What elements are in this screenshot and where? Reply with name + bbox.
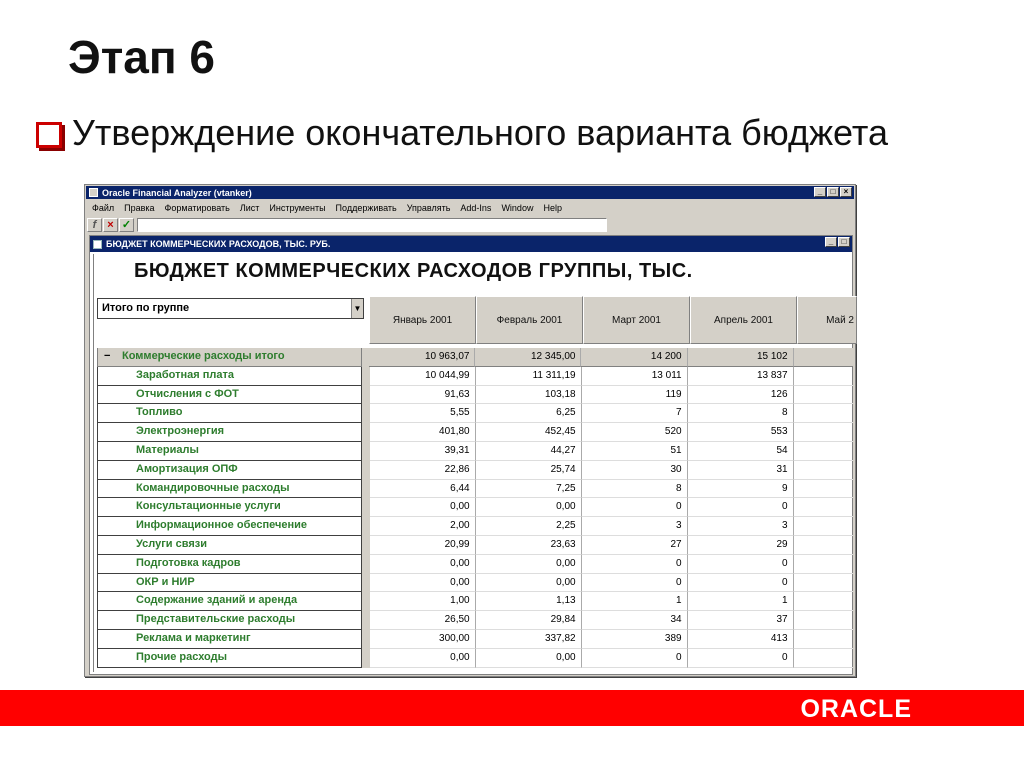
menubar [87, 200, 853, 215]
column-header[interactable]: Апрель 2001 [690, 296, 797, 344]
value-cell[interactable] [794, 592, 853, 611]
table-row[interactable] [97, 536, 853, 555]
app-icon [89, 188, 98, 197]
row-label-text: Содержание зданий и аренда [136, 594, 298, 607]
row-label[interactable] [97, 423, 362, 442]
value-cell[interactable]: 22,86 [370, 461, 476, 480]
column-separator [362, 592, 370, 611]
value-cell[interactable]: 0 [688, 498, 794, 517]
value-cell[interactable]: 126 [688, 386, 794, 405]
maximize-button[interactable]: □ [827, 187, 839, 197]
column-separator [362, 367, 370, 386]
value-cell[interactable]: 13 837 [688, 367, 794, 386]
row-label[interactable] [97, 442, 362, 461]
row-label-text: Консультационные услуги [136, 500, 281, 513]
value-cell[interactable]: 1,00 [370, 592, 476, 611]
value-cell[interactable]: 9 [688, 480, 794, 499]
row-label[interactable] [97, 480, 362, 499]
table-row[interactable] [97, 649, 853, 668]
row-label[interactable] [97, 498, 362, 517]
value-cell[interactable]: 0,00 [370, 649, 476, 668]
row-label[interactable] [97, 386, 362, 405]
row-label[interactable] [97, 555, 362, 574]
value-cell[interactable]: 91,63 [370, 386, 476, 405]
column-header[interactable]: Март 2001 [583, 296, 690, 344]
value-cell[interactable] [794, 367, 853, 386]
value-cell[interactable]: 7,25 [476, 480, 582, 499]
value-cell[interactable]: 337,82 [476, 630, 582, 649]
value-cell[interactable]: 0,00 [370, 555, 476, 574]
doc-titlebar[interactable] [90, 236, 852, 252]
doc-minimize-button[interactable]: _ [825, 237, 837, 247]
value-cell[interactable]: 11 311,19 [476, 367, 582, 386]
table-row[interactable] [97, 498, 853, 517]
value-cell[interactable]: 54 [688, 442, 794, 461]
value-cell[interactable]: 389 [582, 630, 688, 649]
slide-title: Этап 6 [68, 31, 215, 83]
value-cell[interactable]: 27 [582, 536, 688, 555]
menu-maintain[interactable]: Поддерживать [335, 202, 397, 213]
value-cell[interactable]: 3 [582, 517, 688, 536]
value-cell[interactable]: 0,00 [476, 498, 582, 517]
table-row[interactable] [97, 517, 853, 536]
value-cell[interactable]: 10 044,99 [370, 367, 476, 386]
table-row[interactable] [97, 404, 853, 423]
value-cell[interactable]: 0 [582, 555, 688, 574]
value-cell[interactable]: 0,00 [476, 649, 582, 668]
value-cell[interactable] [794, 630, 853, 649]
value-cell[interactable]: 6,25 [476, 404, 582, 423]
value-cell[interactable] [794, 348, 853, 367]
value-cell[interactable]: 0 [688, 649, 794, 668]
column-separator [362, 611, 370, 630]
value-cell[interactable]: 10 963,07 [369, 348, 475, 367]
row-label[interactable] [97, 611, 362, 630]
value-cell[interactable]: 8 [582, 480, 688, 499]
value-cell[interactable]: 20,99 [370, 536, 476, 555]
dropdown-value: Итого по группе [102, 302, 190, 314]
table-row[interactable] [97, 630, 853, 649]
row-label[interactable] [97, 592, 362, 611]
value-cell[interactable] [794, 461, 853, 480]
value-cell[interactable] [794, 442, 853, 461]
minimize-button[interactable]: _ [814, 187, 826, 197]
menu-file[interactable]: Файл [92, 202, 115, 213]
function-icon[interactable]: f [87, 218, 102, 232]
doc-body [93, 254, 854, 672]
value-cell[interactable]: 1 [582, 592, 688, 611]
value-cell[interactable]: 2,25 [476, 517, 582, 536]
value-cell[interactable]: 51 [582, 442, 688, 461]
toolbar [87, 216, 853, 233]
footer-bar [0, 690, 1024, 726]
bullet-row [36, 112, 888, 154]
column-separator [362, 442, 370, 461]
value-cell[interactable] [794, 555, 853, 574]
app-title: Oracle Financial Analyzer (vtanker) [102, 187, 252, 198]
row-label[interactable] [97, 536, 362, 555]
value-cell[interactable]: 0 [582, 498, 688, 517]
column-separator [362, 555, 370, 574]
column-separator [362, 423, 370, 442]
table-row[interactable] [97, 367, 853, 386]
value-cell[interactable] [794, 611, 853, 630]
group-dropdown[interactable] [97, 298, 364, 319]
value-cell[interactable]: 401,80 [370, 423, 476, 442]
value-cell[interactable]: 0,00 [476, 574, 582, 593]
value-cell[interactable]: 300,00 [370, 630, 476, 649]
value-cell[interactable]: 520 [582, 423, 688, 442]
total-row[interactable] [97, 348, 853, 367]
value-cell[interactable]: 6,44 [370, 480, 476, 499]
value-cell[interactable]: 0,00 [476, 555, 582, 574]
table-row[interactable] [97, 442, 853, 461]
row-label-text: Услуги связи [136, 537, 208, 550]
row-label-text: Топливо [136, 406, 183, 419]
table-row[interactable] [97, 461, 853, 480]
row-label-text: Коммерческие расходы итого [122, 350, 285, 362]
checkbox-bullet-icon [36, 122, 62, 148]
row-label[interactable] [97, 517, 362, 536]
value-cell[interactable]: 7 [582, 404, 688, 423]
value-cell[interactable]: 103,18 [476, 386, 582, 405]
column-separator [362, 630, 370, 649]
row-label-text: Электроэнергия [136, 425, 225, 438]
row-label-text: Командировочные расходы [136, 481, 290, 494]
column-separator [362, 498, 370, 517]
value-cell[interactable]: 0,00 [370, 574, 476, 593]
row-label-text: Амортизация ОПФ [136, 462, 238, 475]
row-label-text: Подготовка кадров [136, 556, 241, 569]
row-label-text: Заработная плата [136, 368, 234, 381]
chevron-down-icon[interactable]: ▼ [351, 299, 363, 318]
value-cell[interactable]: 2,00 [370, 517, 476, 536]
menu-window[interactable]: Window [501, 202, 534, 213]
collapse-icon[interactable]: − [104, 350, 111, 362]
row-label-text: Реклама и маркетинг [136, 631, 251, 644]
table-row[interactable] [97, 423, 853, 442]
column-separator [362, 536, 370, 555]
row-label-text: ОКР и НИР [136, 575, 195, 588]
formula-input[interactable] [137, 218, 607, 232]
value-cell[interactable]: 39,31 [370, 442, 476, 461]
value-cell[interactable]: 34 [582, 611, 688, 630]
value-cell[interactable]: 1,13 [476, 592, 582, 611]
menu-manage[interactable]: Управлять [406, 202, 451, 213]
value-cell[interactable] [794, 574, 853, 593]
value-cell[interactable]: 30 [582, 461, 688, 480]
value-cell[interactable]: 0 [688, 555, 794, 574]
value-cell[interactable] [794, 536, 853, 555]
column-separator [362, 480, 370, 499]
menu-tools[interactable]: Инструменты [269, 202, 326, 213]
table-row[interactable] [97, 592, 853, 611]
row-label-text: Представительские расходы [136, 613, 296, 626]
value-cell[interactable]: 5,55 [370, 404, 476, 423]
value-cell[interactable]: 31 [688, 461, 794, 480]
value-cell[interactable]: 26,50 [370, 611, 476, 630]
column-separator [362, 404, 370, 423]
menu-addins[interactable]: Add-Ins [460, 202, 492, 213]
menu-help[interactable]: Help [543, 202, 562, 213]
close-button[interactable]: × [840, 187, 852, 197]
row-label-text: Прочие расходы [136, 650, 227, 663]
row-label[interactable] [97, 574, 362, 593]
value-cell[interactable]: 1 [688, 592, 794, 611]
value-cell[interactable]: 452,45 [476, 423, 582, 442]
row-label-text: Отчисления с ФОТ [136, 387, 239, 400]
document-window [89, 235, 853, 675]
column-separator [362, 649, 370, 668]
value-cell[interactable] [794, 480, 853, 499]
value-cell[interactable] [794, 404, 853, 423]
table-row[interactable] [97, 480, 853, 499]
menu-sheet[interactable]: Лист [239, 202, 260, 213]
app-window [84, 184, 856, 677]
value-cell[interactable]: 13 011 [582, 367, 688, 386]
value-cell[interactable]: 119 [582, 386, 688, 405]
row-label[interactable] [97, 630, 362, 649]
table-row[interactable] [97, 555, 853, 574]
value-cell[interactable]: 553 [688, 423, 794, 442]
value-cell[interactable]: 0,00 [370, 498, 476, 517]
confirm-icon[interactable]: ✓ [119, 218, 134, 232]
column-headers [369, 296, 857, 344]
menu-edit[interactable]: Правка [124, 202, 155, 213]
value-cell[interactable]: 29 [688, 536, 794, 555]
bullet-text: Утверждение окончательного варианта бюджета [72, 112, 888, 153]
column-header[interactable]: Май 2 [797, 296, 857, 344]
value-cell[interactable]: 0 [688, 574, 794, 593]
row-label[interactable] [97, 649, 362, 668]
value-cell[interactable] [794, 423, 853, 442]
value-cell[interactable]: 44,27 [476, 442, 582, 461]
value-cell[interactable]: 0 [582, 574, 688, 593]
table-row[interactable] [97, 611, 853, 630]
value-cell[interactable]: 14 200 [581, 348, 687, 367]
value-cell[interactable]: 0 [582, 649, 688, 668]
app-titlebar[interactable] [86, 186, 854, 199]
row-label[interactable] [97, 348, 362, 367]
doc-title: БЮДЖЕТ КОММЕРЧЕСКИХ РАСХОДОВ, ТЫС. РУБ. [106, 239, 331, 249]
value-cell[interactable]: 29,84 [476, 611, 582, 630]
value-cell[interactable] [794, 386, 853, 405]
value-cell[interactable]: 413 [688, 630, 794, 649]
column-separator [362, 386, 370, 405]
table-row[interactable] [97, 574, 853, 593]
table-row[interactable] [97, 386, 853, 405]
document-icon [93, 240, 102, 249]
row-label[interactable] [97, 461, 362, 480]
value-cell[interactable]: 23,63 [476, 536, 582, 555]
row-label[interactable] [97, 404, 362, 423]
column-header[interactable]: Февраль 2001 [476, 296, 583, 344]
column-separator [362, 348, 370, 367]
value-cell[interactable]: 12 345,00 [475, 348, 581, 367]
value-cell[interactable]: 25,74 [476, 461, 582, 480]
value-cell[interactable]: 3 [688, 517, 794, 536]
row-label[interactable] [97, 367, 362, 386]
column-header[interactable]: Январь 2001 [369, 296, 476, 344]
value-cell[interactable] [794, 517, 853, 536]
data-grid [97, 348, 853, 668]
row-label-text: Материалы [136, 443, 199, 456]
oracle-logo: ORACLE [800, 695, 912, 723]
cancel-icon[interactable]: × [103, 218, 118, 232]
row-label-text: Информационное обеспечение [136, 519, 307, 532]
column-separator [362, 461, 370, 480]
value-cell[interactable] [794, 649, 853, 668]
value-cell[interactable] [794, 498, 853, 517]
menu-format[interactable]: Форматировать [164, 202, 230, 213]
report-title: БЮДЖЕТ КОММЕРЧЕСКИХ РАСХОДОВ ГРУППЫ, ТЫС. [134, 260, 693, 282]
doc-maximize-button[interactable]: □ [838, 237, 850, 247]
column-separator [362, 517, 370, 536]
value-cell[interactable]: 15 102 [688, 348, 794, 367]
value-cell[interactable]: 37 [688, 611, 794, 630]
value-cell[interactable]: 8 [688, 404, 794, 423]
column-separator [362, 574, 370, 593]
